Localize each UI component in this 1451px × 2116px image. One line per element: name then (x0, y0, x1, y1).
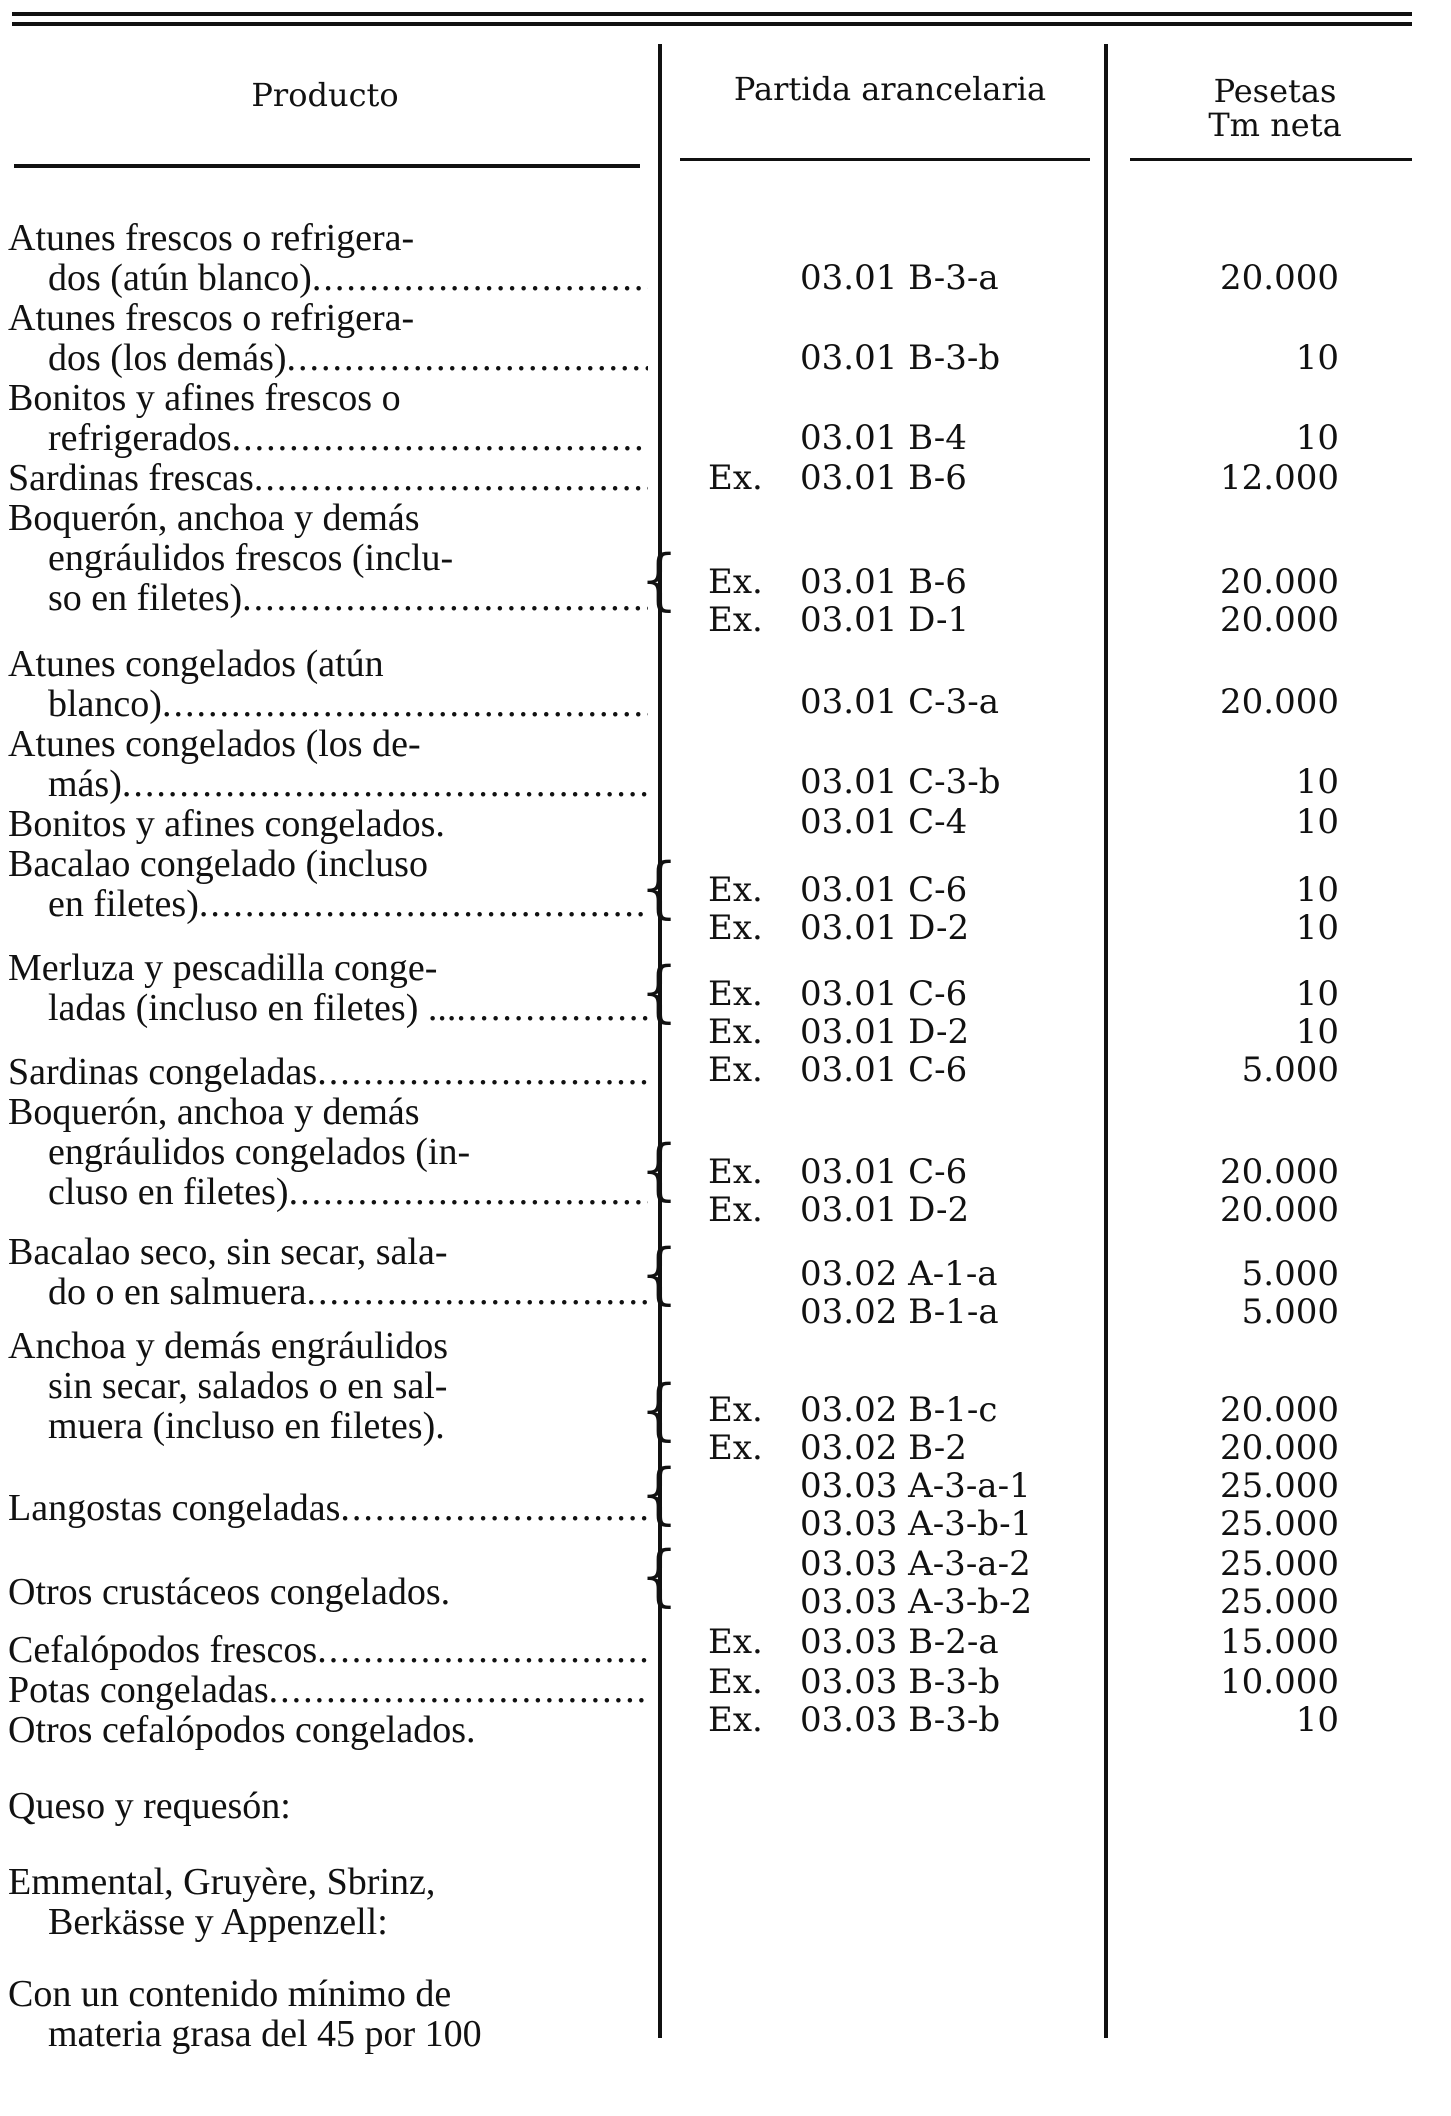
tariff-row (0, 1152, 1451, 1192)
product-text: sin secar, salados o en sal- (48, 1365, 448, 1407)
tariff-code: 03.02 A-1-a (800, 1254, 998, 1294)
header-underline-tariff (680, 158, 1090, 161)
tariff-row (0, 1428, 1451, 1468)
price-value: 25.000 (1220, 1544, 1339, 1584)
product-text: Queso y requesón: (8, 1785, 291, 1827)
price-value: 15.000 (1220, 1622, 1339, 1662)
product-entry (8, 1974, 648, 2054)
tariff-row (0, 1254, 1451, 1294)
product-text: cluso en filetes) (48, 1171, 289, 1213)
product-text: Merluza y pescadilla conge- (8, 947, 438, 989)
tariff-code: 03.01 D-1 (800, 600, 970, 640)
tariff-code: 03.03 A-3-b-1 (800, 1504, 1033, 1544)
tariff-row (0, 1050, 1451, 1093)
tariff-code: 03.01 C-3-b (800, 762, 1001, 802)
tariff-row (0, 458, 1451, 498)
product-line (8, 1092, 648, 1132)
product-text: do o en salmuera (48, 1271, 307, 1313)
price-value: 5.000 (1241, 1050, 1339, 1090)
product-text: Sardinas frescas (8, 457, 254, 499)
brace-bacalao-seco: { (640, 1235, 679, 1313)
price-value: 10.000 (1220, 1662, 1339, 1702)
ex-prefix: Ex. (708, 458, 763, 498)
tariff-code: 03.02 B-1-a (800, 1292, 999, 1332)
product-text: Con un contenido mínimo de (8, 1973, 452, 2015)
tariff-row (0, 870, 1451, 910)
price-value: 10 (1295, 908, 1339, 948)
product-text: Potas congeladas (8, 1669, 269, 1711)
price-value: 20.000 (1220, 258, 1339, 298)
product-text: Berkässe y Appenzell: (48, 1901, 388, 1943)
price-value: 20.000 (1220, 1152, 1339, 1192)
price-value: 12.000 (1220, 458, 1339, 498)
tariff-code: 03.01 C-6 (800, 1152, 968, 1192)
product-text: blanco) (48, 683, 162, 725)
product-text: Boquerón, anchoa y demás (8, 497, 420, 539)
tariff-code: 03.03 B-3-b (800, 1700, 1001, 1740)
product-text: Atunes frescos o refrigera- (8, 217, 415, 259)
product-text: Bonitos y afines congelados. (8, 803, 445, 845)
tariff-row (0, 762, 1451, 805)
product-text: más) (48, 763, 122, 805)
ex-prefix: Ex. (708, 1050, 763, 1090)
product-line (8, 498, 648, 538)
tariff-row (0, 1662, 1451, 1702)
tariff-row (0, 1544, 1451, 1584)
tariff-code: 03.01 B-3-a (800, 258, 999, 298)
price-value: 5.000 (1241, 1292, 1339, 1332)
tariff-code: 03.02 B-1-c (800, 1390, 998, 1430)
ex-prefix: Ex. (708, 1622, 763, 1662)
tariff-code: 03.01 C-6 (800, 974, 968, 1014)
product-line (8, 724, 648, 764)
price-value: 20.000 (1220, 682, 1339, 722)
tariff-row (0, 1012, 1451, 1052)
tariff-code: 03.01 B-6 (800, 458, 967, 498)
brace-crustaceos: { (640, 1537, 679, 1615)
price-value: 10 (1295, 1012, 1339, 1052)
product-text: Langostas congeladas (8, 1487, 341, 1529)
product-text: ladas (incluso en filetes) ... (48, 987, 457, 1029)
product-text: engráulidos frescos (inclu- (48, 537, 454, 579)
product-line (8, 378, 648, 418)
product-text: Sardinas congeladas (8, 1051, 318, 1093)
product-text: refrigerados (48, 417, 232, 459)
product-text: engráulidos congelados (in- (48, 1131, 471, 1173)
tariff-row (0, 1466, 1451, 1506)
tariff-row (0, 1700, 1451, 1740)
tariff-code: 03.01 D-2 (800, 1012, 970, 1052)
tariff-row (0, 1582, 1451, 1622)
price-value: 25.000 (1220, 1466, 1339, 1506)
tariff-row (0, 338, 1451, 378)
product-line (8, 298, 648, 338)
product-text: en filetes) (48, 883, 199, 925)
ex-prefix: Ex. (708, 1390, 763, 1430)
tariff-code: 03.03 B-3-b (800, 1662, 1001, 1702)
tariff-code: 03.03 B-2-a (800, 1622, 999, 1662)
price-value: 20.000 (1220, 1390, 1339, 1430)
ex-prefix: Ex. (708, 1012, 763, 1052)
price-value: 10 (1295, 802, 1339, 842)
brace-bacalao-congelado: { (640, 849, 679, 927)
product-line (8, 2014, 648, 2054)
product-text: Anchoa y demás engráulidos (8, 1325, 449, 1367)
product-text: Atunes congelados (los de- (8, 723, 421, 765)
product-text: Atunes frescos o refrigera- (8, 297, 415, 339)
ex-prefix: Ex. (708, 1700, 763, 1740)
tariff-row (0, 974, 1451, 1014)
product-line (8, 1786, 648, 1826)
tariff-row (0, 562, 1451, 602)
tariff-code: 03.01 B-4 (800, 418, 967, 458)
ex-prefix: Ex. (708, 1662, 763, 1702)
product-text: Bacalao seco, sin secar, sala- (8, 1231, 448, 1273)
product-text: Bacalao congelado (incluso (8, 843, 428, 885)
header-underline-product (14, 164, 640, 168)
header-price-line2: Tm neta (1208, 106, 1342, 144)
price-value: 10 (1295, 418, 1339, 458)
price-value: 25.000 (1220, 1504, 1339, 1544)
ex-prefix: Ex. (708, 1190, 763, 1230)
header-tariff: Partida arancelaria (733, 70, 1047, 108)
product-entry (8, 1786, 648, 1826)
brace-boqueron-congelados: { (640, 1131, 679, 1209)
price-value: 10 (1295, 338, 1339, 378)
tariff-row (0, 600, 1451, 640)
tariff-row (0, 1292, 1451, 1332)
product-text: Atunes congelados (atún (8, 643, 384, 685)
brace-merluza: { (640, 953, 679, 1031)
price-value: 10 (1295, 870, 1339, 910)
tariff-code: 03.01 C-4 (800, 802, 968, 842)
product-text: dos (los demás) (48, 337, 287, 379)
tariff-code: 03.01 C-3-a (800, 682, 1000, 722)
tariff-row (0, 1504, 1451, 1544)
product-text: Otros crustáceos congelados. (8, 1571, 451, 1613)
product-line (8, 644, 648, 684)
tariff-code: 03.01 B-6 (800, 562, 967, 602)
product-text: muera (incluso en filetes). (48, 1405, 445, 1447)
product-line (8, 1902, 648, 1942)
header-product: Producto (251, 76, 399, 114)
tariff-code: 03.03 A-3-a-2 (800, 1544, 1031, 1584)
price-value: 20.000 (1220, 1428, 1339, 1468)
tariff-code: 03.03 A-3-a-1 (800, 1466, 1031, 1506)
product-text: Otros cefalópodos congelados. (8, 1709, 476, 1751)
tariff-code: 03.01 C-6 (800, 870, 968, 910)
price-value: 10 (1295, 974, 1339, 1014)
brace-langostas: { (640, 1455, 679, 1533)
top-rule-thick (12, 12, 1412, 16)
header-underline-price (1130, 158, 1412, 161)
tariff-row (0, 418, 1451, 458)
price-value: 20.000 (1220, 1190, 1339, 1230)
product-text: so en filetes) (48, 577, 243, 619)
price-value: 5.000 (1241, 1254, 1339, 1294)
tariff-code: 03.01 B-3-b (800, 338, 1001, 378)
product-text: dos (atún blanco) (48, 257, 312, 299)
top-rule-thin (12, 22, 1412, 26)
brace-boqueron-frescos: { (640, 541, 679, 619)
tariff-code: 03.01 D-2 (800, 1190, 970, 1230)
tariff-row (0, 802, 1451, 845)
ex-prefix: Ex. (708, 974, 763, 1014)
product-line (8, 1862, 648, 1902)
tariff-row (0, 258, 1451, 298)
ex-prefix: Ex. (708, 908, 763, 948)
tariff-code: 03.02 B-2 (800, 1428, 967, 1468)
product-text: Boquerón, anchoa y demás (8, 1091, 420, 1133)
tariff-code: 03.01 D-2 (800, 908, 970, 948)
product-line (8, 1326, 648, 1366)
brace-anchoa-salada: { (640, 1371, 679, 1449)
tariff-row (0, 1390, 1451, 1430)
price-value: 20.000 (1220, 562, 1339, 602)
tariff-row (0, 682, 1451, 725)
product-entry (8, 1862, 648, 1942)
product-text: Bonitos y afines frescos o (8, 377, 401, 419)
tariff-code: 03.01 C-6 (800, 1050, 968, 1090)
product-line (8, 218, 648, 258)
tariff-row (0, 908, 1451, 948)
ex-prefix: Ex. (708, 1428, 763, 1468)
price-value: 20.000 (1220, 600, 1339, 640)
price-value: 10 (1295, 1700, 1339, 1740)
product-line (8, 1974, 648, 2014)
tariff-row (0, 1622, 1451, 1662)
price-value: 10 (1295, 762, 1339, 802)
product-text: Cefalópodos frescos (8, 1629, 318, 1671)
tariff-code: 03.03 A-3-b-2 (800, 1582, 1033, 1622)
ex-prefix: Ex. (708, 600, 763, 640)
ex-prefix: Ex. (708, 1152, 763, 1192)
product-text: Emmental, Gruyère, Sbrinz, (8, 1861, 436, 1903)
product-text: materia grasa del 45 por 100 (48, 2013, 482, 2055)
ex-prefix: Ex. (708, 562, 763, 602)
ex-prefix: Ex. (708, 870, 763, 910)
price-value: 25.000 (1220, 1582, 1339, 1622)
tariff-row (0, 1190, 1451, 1230)
header-price-line1: Pesetas (1213, 72, 1337, 110)
